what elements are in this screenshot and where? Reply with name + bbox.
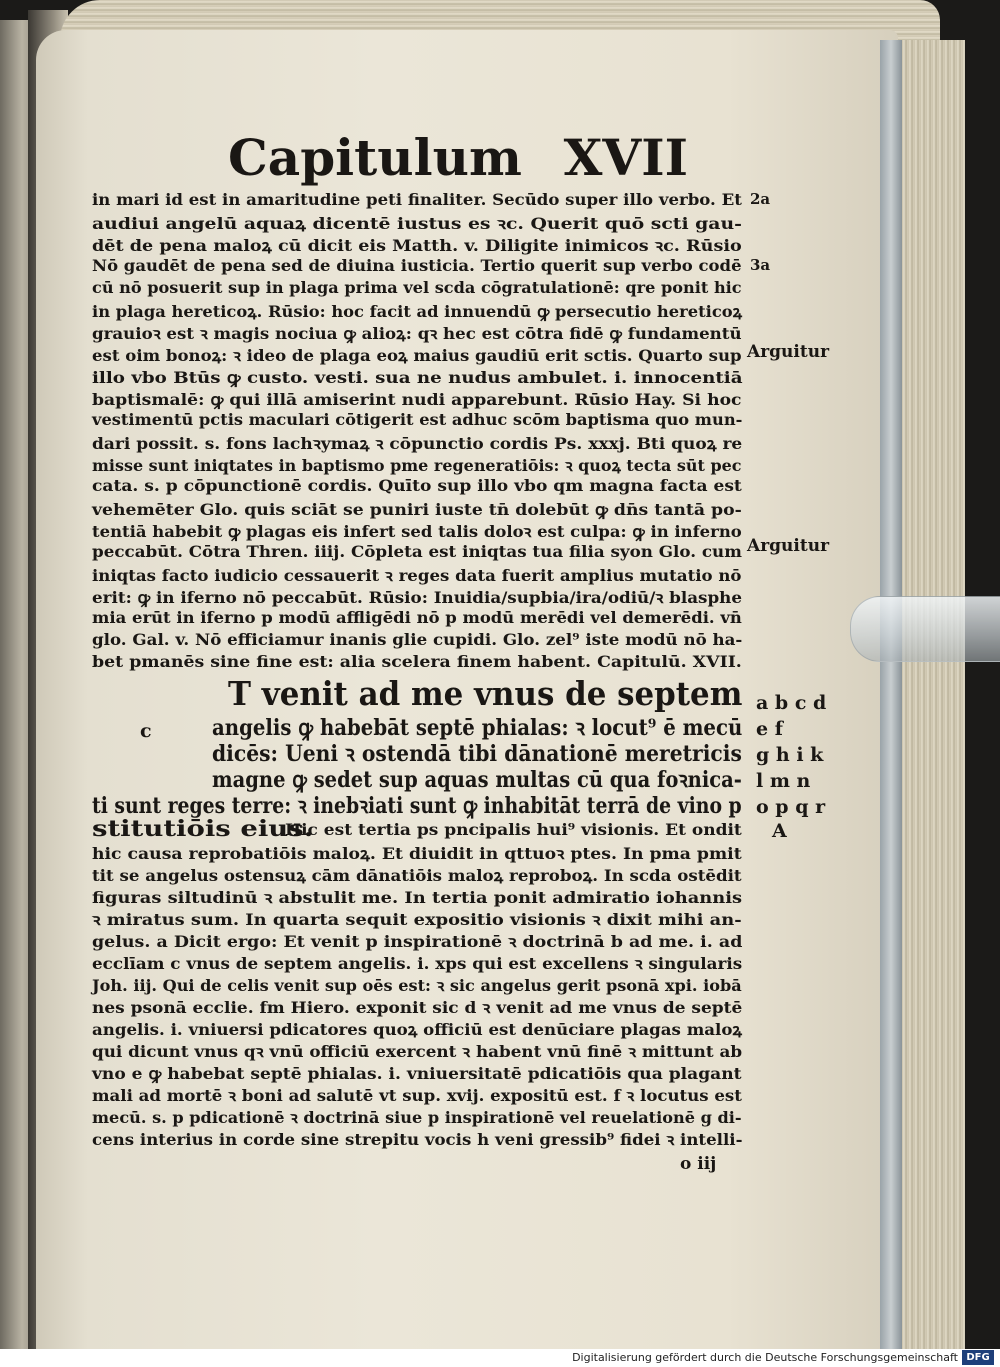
margin-letters: g h i k xyxy=(756,744,824,766)
commentary-line: cens interius in corde sine strepitu vocis h veni gressib⁹ fidei ꝛ intelli- xyxy=(92,1130,743,1149)
commentary-line: tit se angelus ostensuꝝ cām dānatiōis maloꝝ reproboꝝ. In scda ostēdit xyxy=(92,866,742,885)
dfg-logo: DFG xyxy=(962,1350,994,1365)
margin-letters: o p q r xyxy=(756,796,826,818)
text-line: in plaga hereticoꝝ. Rūsio: hoc facit ad innuendū ꝙ persecutio hereticoꝝ xyxy=(92,302,743,321)
text-line: mia erūt in iferno p modū affligēdi nō p modū merēdi vel demerēdi. vn̄ xyxy=(92,608,742,627)
text-line: bet pmanēs sine fine est: alia scelera finem habent. Capitulū. XVII. xyxy=(92,652,742,671)
chapter-line: angelis ꝙ habebāt septē phialas: ꝛ locut⁹ ē mecū xyxy=(212,715,743,741)
text-line: iniqtas facto iudicio cessauerit ꝛ reges data fuerit amplius mutatio nō xyxy=(92,566,742,585)
margin-note-2a: 2a xyxy=(750,190,771,208)
commentary-line: ecclīam c vnus de septem angelis. i. xps qui est excellens ꝛ singularis xyxy=(92,954,743,973)
text-line: peccabūt. Cōtra Thren. iiij. Cōpleta est iniqtas tua filia syon Glo. cum xyxy=(92,542,742,561)
text-line: erit: ꝙ in iferno nō peccabūt. Rūsio: Inuidia/supbia/ira/odiū/ꝛ blasphe xyxy=(92,588,743,607)
commentary-line: ꝛ miratus sum. In quarta sequit expositio visionis ꝛ dixit mihi an- xyxy=(92,910,742,929)
chapter-line: magne ꝙ sedet sup aquas multas cū qua foꝛnica- xyxy=(212,767,742,793)
text-line: grauioꝛ est ꝛ magis nociua ꝙ alioꝝ: qꝛ hec est cōtra fidē ꝙ fundamentū xyxy=(92,324,742,343)
commentary-line: mali ad mortē ꝛ boni ad salutē vt sup. xvij. expositū est. f ꝛ locutus est xyxy=(92,1086,742,1105)
chapter-incipit: T venit ad me vnus de septem xyxy=(228,674,743,713)
commentary-line: hic causa reprobatiōis maloꝝ. Et diuidit in qttuoꝛ ptes. In pma pmit xyxy=(92,844,742,863)
margin-letter-c: c xyxy=(140,720,152,742)
margin-note-arguitur: Arguitur xyxy=(747,536,830,556)
chapter-line: dicēs: Ueni ꝛ ostendā tibi dānationē meretricis xyxy=(212,741,742,767)
heading-capitulum: Capitulum xyxy=(228,128,522,187)
commentary-line: qui dicunt vnus qꝛ vnū officiū exercent ꝛ habent vnū finē ꝛ mittunt ab xyxy=(92,1042,743,1061)
chapter-line: ti sunt reges terre: ꝛ inebꝛiati sunt ꝙ inhabitāt terrā de vino p xyxy=(92,793,742,819)
margin-letters: a b c d xyxy=(756,692,827,714)
commentary-line: vno e ꝙ habebat septē phialas. i. vniuersitatē pdicatiōis qua plagant xyxy=(92,1064,742,1083)
text-line: vehemēter Glo. quis sciāt se puniri iuste tn̄ dolebūt ꝙ dn̄s tantā po- xyxy=(92,500,742,519)
text-line: audiui angelū aquaꝝ dicentē iustus es ꝛc. Querit quō scti gau- xyxy=(92,214,742,233)
page-clip xyxy=(850,596,1000,662)
commentary-line: Joh. iij. Qui de celis venit sup oēs est: ꝛ sic angelus gerit psonā xpi. iobā xyxy=(92,976,742,995)
footer-credit: Digitalisierung gefördert durch die Deutsche Forschungsgemeinschaft xyxy=(572,1351,958,1364)
text-line: glo. Gal. v. Nō efficiamur inanis glie cupidi. Glo. zel⁹ iste modū nō ha- xyxy=(92,630,743,649)
commentary-line: nes psonā ecclie. fm Hiero. exponit sic d ꝛ venit ad me vnus de septē xyxy=(92,998,743,1017)
text-line: cū nō posuerit sup in plaga prima vel scda cōgratulationē: qre ponit hic xyxy=(92,278,742,297)
text-line: illo vbo Btūs ꝙ custo. vesti. sua ne nudus ambulet. i. innocentiā xyxy=(92,368,743,387)
running-heading xyxy=(228,128,688,188)
text-line: in mari id est in amaritudine peti finaliter. Secūdo super illo verbo. Et xyxy=(92,190,742,209)
commentary-line: Hic est tertia ps pncipalis hui⁹ visionis. Et ondit xyxy=(285,820,742,839)
page-signature: o iij xyxy=(680,1154,717,1174)
text-line: misse sunt iniqtates in baptismo pme regeneratiōis: ꝛ quoꝝ tecta sūt pec xyxy=(92,456,742,475)
text-line: cata. s. p cōpunctionē cordis. Quīto sup illo vbo qm magna facta est xyxy=(92,476,742,495)
heading-chapter-number: XVII xyxy=(563,128,688,187)
text-line: vestimentū pctis maculari cōtigerit est adhuc scōm baptisma quo mun- xyxy=(92,410,743,429)
commentary-line: angelis. i. vniuersi pdicatores quoꝝ officiū est denūciare plagas maloꝝ xyxy=(92,1020,743,1039)
text-line: tentiā habebit ꝙ plagas eis infert sed talis doloꝛ est culpa: ꝙ in inferno xyxy=(92,522,742,541)
text-line: baptismalē: ꝙ qui illā amiserint nudi apparebunt. Rūsio Hay. Si hoc xyxy=(92,390,742,409)
text-line: est oim bonoꝝ: ꝛ ideo de plaga eoꝝ maius gaudiū erit sctis. Quarto sup xyxy=(92,346,742,365)
margin-note-3a: 3a xyxy=(750,256,771,274)
commentary-line: mecū. s. p pdicationē ꝛ doctrinā siue p inspirationē vel reuelationē g di- xyxy=(92,1108,742,1127)
text-line: dēt de pena maloꝝ cū dicit eis Matth. v. Diligite inimicos ꝛc. Rūsio xyxy=(92,236,742,255)
text-line: dari possit. s. fons lachꝛymaꝝ ꝛ cōpunctio cordis Ps. xxxj. Bti quoꝝ re xyxy=(92,434,743,453)
margin-letters: l m n xyxy=(756,770,811,792)
margin-note-arguitur: Arguitur xyxy=(747,342,830,362)
margin-letters: e f xyxy=(756,718,783,740)
commentary-line: figuras siltudinū ꝛ abstulit me. In tertia ponit admiratio iohannis xyxy=(92,888,743,907)
cover-edge xyxy=(880,40,902,1350)
chapter-line: stitutiōis eius. xyxy=(92,816,314,842)
margin-letters: A xyxy=(772,820,787,842)
commentary-line: gelus. a Dicit ergo: Et venit p inspirationē ꝛ doctrinā b ad me. i. ad xyxy=(92,932,743,951)
text-line: Nō gaudēt de pena sed de diuina iusticia. Tertio querit sup verbo codē xyxy=(92,256,742,275)
